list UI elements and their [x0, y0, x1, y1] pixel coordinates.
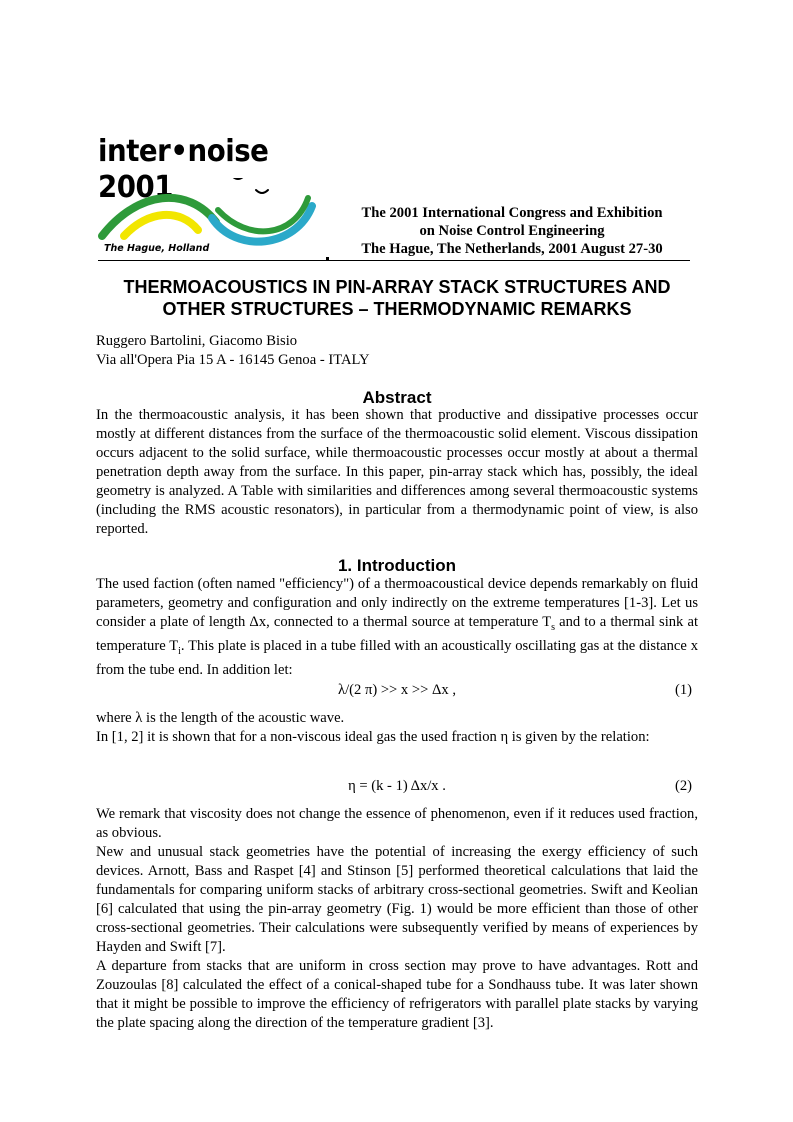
intro-p3: In [1, 2] it is shown that for a non-viscous ideal gas the used fraction η is given by the relation: [96, 729, 650, 745]
conference-line-1: The 2001 International Congress and Exhibition [361, 205, 663, 221]
paper-title-line-1: THERMOACOUSTICS IN PIN-ARRAY STACK STRUCTURES AND [123, 277, 671, 297]
subscript-i: i [178, 645, 181, 657]
introduction-paragraph-3 [96, 805, 698, 1033]
equation-1-number: (1) [674, 682, 692, 698]
abstract-body [96, 406, 698, 539]
abstract-heading: Abstract [362, 388, 432, 407]
introduction-paragraph-1 [96, 575, 698, 680]
intro-p1-c: . This plate is placed in a tube filled with an acoustically oscillating gas at the distance x from the tube end. In addition let: [96, 637, 698, 678]
equation-2-expression: η = (k - 1) Δx/x . [348, 778, 446, 794]
equation-2-number: (2) [674, 778, 692, 794]
conference-line-3: The Hague, The Netherlands, 2001 August 27-30 [361, 241, 663, 257]
abstract-text: In the thermoacoustic analysis, it has been shown that productive and dissipative processes occur mostly at different distances from the surface of the thermoacoustic solid element. Viscous dissipation occurs adjacent to the solid surface, while thermoacoustic processes occur mostly at about a thermal penetration depth away from the surface. In this paper, pin-array stack which has, possibly, the ideal geometry is analyzed. A Table with similarities and differences among several thermoacoustic systems (including the RMS acoustic resonators), in particular from a thermodynamic point of view, is also reported. [96, 407, 698, 537]
conference-line-2: on Noise Control Engineering [419, 223, 605, 239]
author-address: Via all'Opera Pia 15 A - 16145 Genoa - ITALY [96, 352, 370, 368]
intro-p1-a: The used faction (often named "efficiency") of a thermoacoustical device depends remarkably on fluid parameters, geometry and configuration and only indirectly on the extreme temperatures [1-3]. Let us consider a plate of length Δx, connected to a thermal source at temperature T [96, 576, 698, 630]
intro-p5: New and unusual stack geometries have the potential of increasing the exergy efficiency of such devices. Arnott, Bass and Raspet [4] and Stinson [5] performed theoretical calculations that laid the fundamentals for comparing uniform stacks of arbitrary cross-sectional geometries. Swift and Keolian [6] calculated that using the pin-array geometry (Fig. 1) would be more efficient than those of other cross-sectional geometries. Their calculations were subsequently verified by means of experiences by Hayden and Swift [7]. [96, 844, 698, 955]
subscript-s: s [551, 621, 556, 633]
intro-p2: where λ is the length of the acoustic wave. [96, 710, 345, 726]
introduction-paragraph-2 [96, 709, 698, 747]
intro-p4: We remark that viscosity does not change the essence of phenomenon, even if it reduces used fraction, as obvious. [96, 806, 698, 841]
authors: Ruggero Bartolini, Giacomo Bisio [96, 333, 298, 349]
equation-1-expression: λ/(2 π) >> x >> Δx , [338, 682, 456, 698]
paper-title [98, 276, 696, 320]
paper-title-line-2: OTHER STRUCTURES – THERMODYNAMIC REMARKS [162, 299, 632, 319]
logo-place: The Hague, Holland [104, 243, 210, 254]
intro-p1-b: and to a thermal sink at temperature T [96, 614, 698, 654]
header-rule-dot [326, 257, 329, 260]
conference-header [338, 204, 686, 258]
equation-2 [96, 776, 698, 796]
logo-title: inter•noise 2001 [98, 134, 269, 205]
logo-waves-icon [98, 178, 338, 248]
equation-1 [96, 680, 698, 700]
introduction-heading: 1. Introduction [337, 556, 457, 575]
header-rule [98, 260, 690, 261]
author-block [96, 332, 370, 370]
conference-logo [98, 134, 338, 260]
intro-p6: A departure from stacks that are uniform in cross section may prove to have advantages. Rott and Zouzoulas [8] calculated the effect of a conical-shaped tube for a Sondhauss tube. It was later shown that it might be possible to improve the efficiency of refrigerators with parallel plate stacks by varying the plate spacing along the direction of the temperature gradient [3]. [96, 958, 698, 1031]
